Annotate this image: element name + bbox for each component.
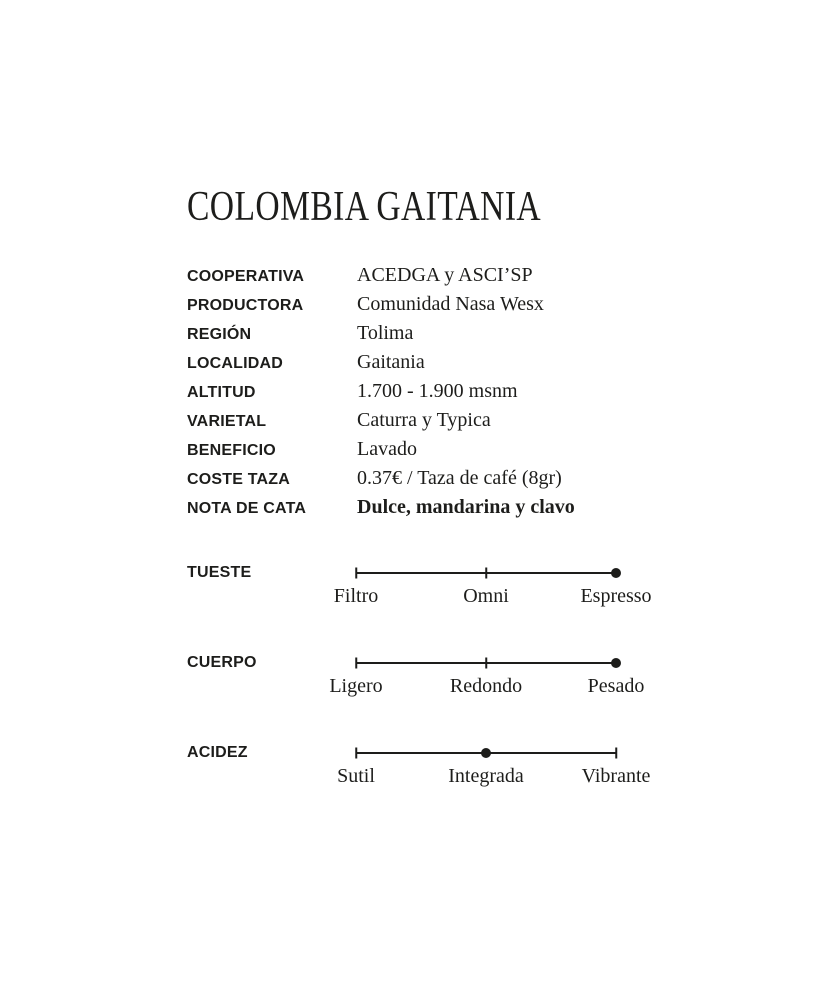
attr-value-localidad: Gaitania [357,351,425,373]
table-row [187,467,667,496]
scale-tueste [187,564,667,615]
attr-value-cooperativa: ACEDGA y ASCI’SP [357,264,533,286]
attr-value-beneficio: Lavado [357,438,417,460]
table-row [187,438,667,467]
scale-stop [355,657,357,668]
attribute-table [187,264,667,525]
scale-cuerpo-options [329,674,645,700]
attr-label-varietal: VARIETAL [187,413,267,430]
scale-option-sutil: Sutil [337,765,375,787]
table-row [187,351,667,380]
scale-option-redondo: Redondo [449,675,523,697]
table-row [187,409,667,438]
scale-acidez-label: ACIDEZ [187,744,248,761]
table-row [187,293,667,322]
table-row [187,264,667,293]
table-row [187,496,667,525]
scale-stop [481,748,491,758]
scale-tueste-label: TUESTE [187,564,252,581]
scale-stop [485,657,487,668]
scale-option-ligero: Ligero [329,675,383,697]
attr-value-altitud: 1.700 - 1.900 msnm [357,380,518,402]
tasting-scales [187,564,667,795]
attr-value-nota-de-cata: Dulce, mandarina y clavo [357,496,575,518]
scale-option-espresso: Espresso [580,585,652,607]
attr-value-varietal: Caturra y Typica [357,409,491,431]
attr-label-altitud: ALTITUD [187,384,256,401]
attr-label-productora: PRODUCTORA [187,297,304,314]
table-row [187,380,667,409]
scale-stop [615,747,617,758]
page-title: COLOMBIA GAITANIA [187,184,542,230]
scale-option-vibrante: Vibrante [581,765,651,787]
scale-stop [485,567,487,578]
attr-label-region: REGIÓN [187,326,252,343]
attr-value-region: Tolima [357,322,414,344]
scale-option-integrada: Integrada [448,765,524,787]
scale-stop [611,568,621,578]
scale-stop [355,567,357,578]
attr-value-productora: Comunidad Nasa Wesx [357,293,544,315]
attr-label-coste-taza: COSTE TAZA [187,471,291,488]
scale-stop [355,747,357,758]
attr-label-cooperativa: COOPERATIVA [187,268,305,285]
scale-cuerpo-track [356,662,616,664]
table-row [187,322,667,351]
scale-acidez [187,744,667,795]
attr-label-nota-de-cata: NOTA DE CATA [187,500,307,517]
attr-label-localidad: LOCALIDAD [187,355,284,372]
attr-value-coste-taza: 0.37€ / Taza de café (8gr) [357,467,562,489]
attr-label-beneficio: BENEFICIO [187,442,276,459]
scale-stop [611,658,621,668]
scale-cuerpo-label: CUERPO [187,654,257,671]
scale-acidez-options [337,764,651,790]
scale-option-pesado: Pesado [587,675,645,697]
scale-option-filtro: Filtro [333,585,379,607]
scale-tueste-options [333,584,652,610]
coffee-spec-sheet [187,186,667,795]
scale-cuerpo [187,654,667,705]
scale-option-omni: Omni [463,585,509,607]
scale-tueste-track [356,572,616,574]
scale-acidez-track [356,752,616,754]
